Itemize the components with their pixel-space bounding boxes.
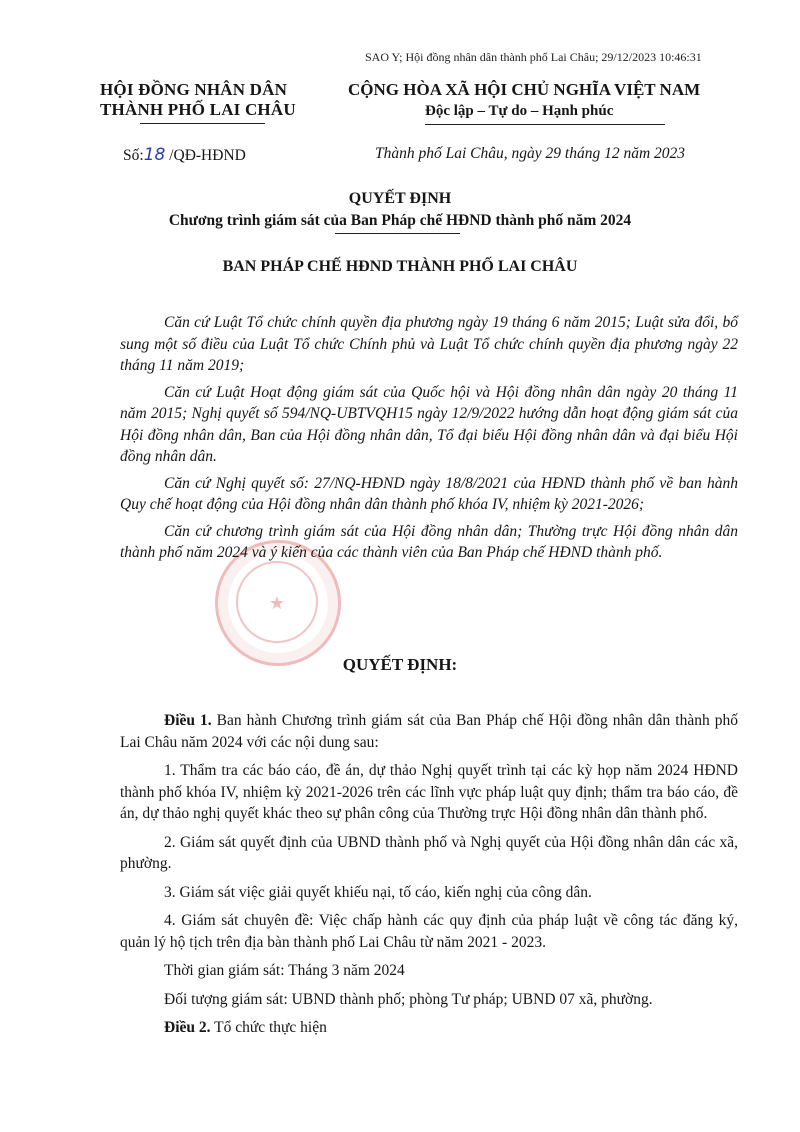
article-1-item: 2. Giám sát quyết định của UBND thành phố và Nghị quyết của Hội đồng nhân dân các xã, phường. <box>120 833 738 872</box>
motto-underline <box>425 124 665 125</box>
star-icon: ★ <box>268 593 286 614</box>
decision-body <box>120 710 738 1046</box>
document-title: QUYẾT ĐỊNH <box>348 190 452 207</box>
monitoring-time: Thời gian giám sát: Tháng 3 năm 2024 <box>164 962 405 979</box>
article-1-item: 1. Thẩm tra các báo cáo, đề án, dự thảo Nghị quyết trình tại các kỳ họp năm 2024 HĐND thành phố khóa IV, nhiệm kỳ 2021-2026 trên các lĩnh vực pháp luật quy định; thẩm tra báo cáo, đề án, dự thảo nghị quyết khác theo sự phân công của Thường trực Hội đồng nhân dân thành phố. <box>120 762 738 822</box>
issuing-body: BAN PHÁP CHẾ HĐND THÀNH PHỐ LAI CHÂU <box>222 258 578 275</box>
article-1 <box>120 710 738 753</box>
article-2-text: Tổ chức thực hiện <box>210 1019 327 1036</box>
document-number <box>123 145 246 165</box>
doc-number-suffix: /QĐ-HĐND <box>165 147 246 164</box>
place-and-date: Thành phố Lai Châu, ngày 29 tháng 12 năm 2023 <box>375 145 686 162</box>
national-motto: Độc lập – Tự do – Hạnh phúc <box>425 103 614 119</box>
basis-paragraph: Căn cứ Nghị quyết số: 27/NQ-HĐND ngày 18/8/2021 của HĐND thành phố về ban hành Quy chế hoạt động của Hội đồng nhân dân thành phố khóa IV, nhiệm kỳ 2021-2026; <box>120 474 738 513</box>
org-underline <box>140 123 265 124</box>
document-subtitle: Chương trình giám sát của Ban Pháp chế HĐND thành phố năm 2024 <box>168 212 632 229</box>
legal-basis-section <box>120 312 738 569</box>
org-name-line1: HỘI ĐỒNG NHÂN DÂN <box>100 80 288 99</box>
basis-paragraph: Căn cứ Luật Tổ chức chính quyền địa phương ngày 19 tháng 6 năm 2015; Luật sửa đổi, bổ sung một số điều của Luật Tổ chức Chính phủ và Luật Tổ chức chính quyền địa phương ngày 22 tháng 11 năm 2019; <box>120 314 738 374</box>
basis-paragraph: Căn cứ chương trình giám sát của Hội đồng nhân dân; Thường trực Hội đồng nhân dân thành phố năm 2024 và ý kiến của các thành viên của Ban Pháp chế HĐND thành phố. <box>120 522 738 561</box>
subtitle-underline <box>335 233 460 234</box>
doc-number-handwritten: 18 <box>143 145 166 165</box>
article-2-label: Điều 2. <box>164 1019 211 1036</box>
article-1-item: 3. Giám sát việc giải quyết khiếu nại, tố cáo, kiến nghị của công dân. <box>164 883 592 901</box>
article-1-item: 4. Giám sát chuyên đề: Việc chấp hành các quy định của pháp luật về công tác đăng ký, quản lý hộ tịch trên địa bàn thành phố Lai Châu từ năm 2021 - 2023. <box>120 912 738 951</box>
article-1-label: Điều 1. <box>164 712 212 729</box>
article-2 <box>120 1017 738 1039</box>
decision-heading: QUYẾT ĐỊNH: <box>342 655 458 674</box>
copy-stamp-line: SAO Y; Hội đồng nhân dân thành phố Lai Châu; 29/12/2023 10:46:31 <box>365 50 702 64</box>
national-title: CỘNG HÒA XÃ HỘI CHỦ NGHĨA VIỆT NAM <box>348 80 701 99</box>
seal-inner-ring <box>236 561 318 643</box>
monitoring-target: Đối tượng giám sát: UBND thành phố; phòng Tư pháp; UBND 07 xã, phường. <box>164 990 653 1008</box>
basis-paragraph: Căn cứ Luật Hoạt động giám sát của Quốc hội và Hội đồng nhân dân ngày 20 tháng 11 năm 2015; Nghị quyết số 594/NQ-UBTVQH15 ngày 12/9/2022 hướng dẫn hoạt động giám sát của Hội đồng nhân dân, Ban của Hội đồng nhân dân, Tổ đại biểu Hội đồng nhân dân và đại biểu Hội đồng nhân dân. <box>120 383 738 465</box>
article-1-text: Ban hành Chương trình giám sát của Ban Pháp chế Hội đồng nhân dân thành phố Lai Châu năm 2024 với các nội dung sau: <box>120 712 739 751</box>
org-name-line2: THÀNH PHỐ LAI CHÂU <box>100 100 296 119</box>
doc-number-prefix: Số: <box>123 147 144 164</box>
